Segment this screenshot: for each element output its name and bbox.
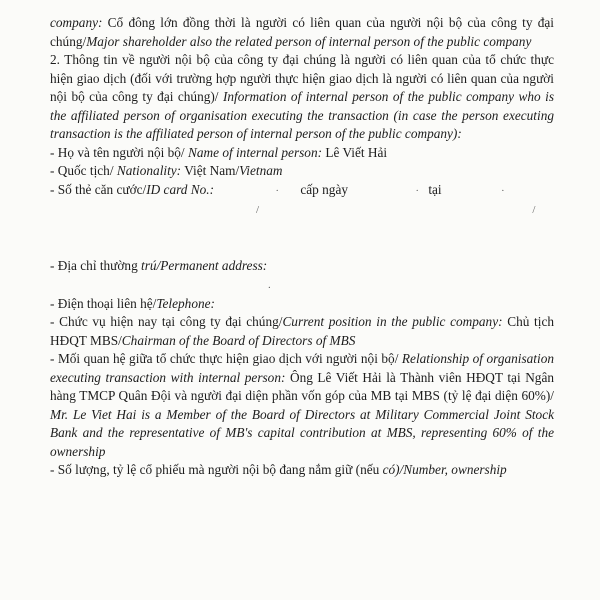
value: Việt Nam/	[181, 163, 240, 178]
value: Ông Lê Viết Hải là Thành viên HĐQT tại Ngân hàng TMCP Quân Đội và người đại diện phần vốn góp của MB tại MBS (tỷ lệ đại diện 60%)/	[50, 369, 555, 403]
field-internal-person-name	[50, 144, 554, 163]
field-id-card	[50, 181, 554, 201]
label: Telephone:	[156, 295, 215, 311]
field-relationship	[50, 350, 554, 461]
text: 2. Thông tin về người nội bộ của công ty đại chúng là người có liên quan của tổ chức thực hiện giao dịch (đối với trường hợp người thực hiện giao dịch là người có liên quan của người nội bộ của công ty đại chúng)/	[50, 52, 554, 104]
speck: ·	[500, 184, 505, 197]
value: Chairman of the Board of Directors of MBS	[121, 332, 356, 348]
speck: ·	[275, 184, 280, 197]
label: Name of internal person:	[187, 144, 323, 160]
label: Relationship of organisation executing transaction with internal person:	[50, 351, 554, 385]
text: company:	[50, 15, 103, 30]
label: Current position in the public company:	[282, 314, 503, 329]
label: tại	[428, 181, 442, 197]
label: - Quốc tịch/	[50, 163, 117, 178]
speck: /	[256, 204, 260, 216]
text: Major shareholder also the related person of internal person of the public company	[86, 33, 532, 49]
label: - Mối quan hệ giữa tổ chức thực hiện giao dịch với người nội bộ/	[50, 351, 402, 366]
field-permanent-address	[50, 257, 554, 276]
label: ID card No.:	[146, 181, 215, 197]
speck: .	[268, 279, 271, 291]
label: - Chức vụ hiện nay tại công ty đại chúng/	[50, 314, 283, 329]
label: - Số lượng, tỷ lệ cổ phiếu mà người nội bộ đang nắm giữ (nếu	[50, 462, 383, 477]
label: - Số thẻ căn cước/	[50, 181, 147, 197]
value: Chủ tịch HĐQT MBS/	[50, 314, 555, 348]
label: - Họ và tên người nội bộ/	[50, 144, 188, 160]
field-nationality	[50, 162, 554, 181]
field-telephone	[50, 295, 554, 314]
speck: /	[532, 204, 536, 216]
value: Vietnam	[239, 163, 283, 178]
blank-space	[50, 220, 554, 257]
label: - Điện thoại liên hệ/	[50, 295, 157, 311]
address-redacted-line	[50, 275, 554, 295]
label: Nationality:	[116, 163, 182, 178]
paragraph-company-role	[50, 14, 554, 51]
field-share-quantity	[50, 461, 554, 480]
label: - Địa chỉ thường	[50, 257, 142, 273]
text: Cổ đông lớn đồng thời là người có liên quan của người nội bộ của công ty đại chúng/	[50, 15, 554, 49]
label: trú/Permanent address:	[141, 257, 268, 273]
id-card-redacted-line	[50, 200, 554, 220]
field-current-position	[50, 313, 554, 350]
text: Information of internal person of the public company who is the affiliated person of organisation executing the transaction (in case the person executing transaction is the affiliated person of internal person of the public company):	[50, 89, 555, 141]
label: cấp ngày	[300, 181, 348, 197]
label: có)/Number, ownership	[382, 462, 507, 477]
section-2-heading	[50, 51, 554, 144]
value: Lê Viết Hải	[322, 144, 388, 160]
speck: ·	[415, 184, 419, 197]
value: Mr. Le Viet Hai is a Member of the Board of Directors at Military Commercial Joint Stock Bank and the representative of MB's capital contribution at MBS, representing 60% of the ownership	[50, 406, 554, 459]
